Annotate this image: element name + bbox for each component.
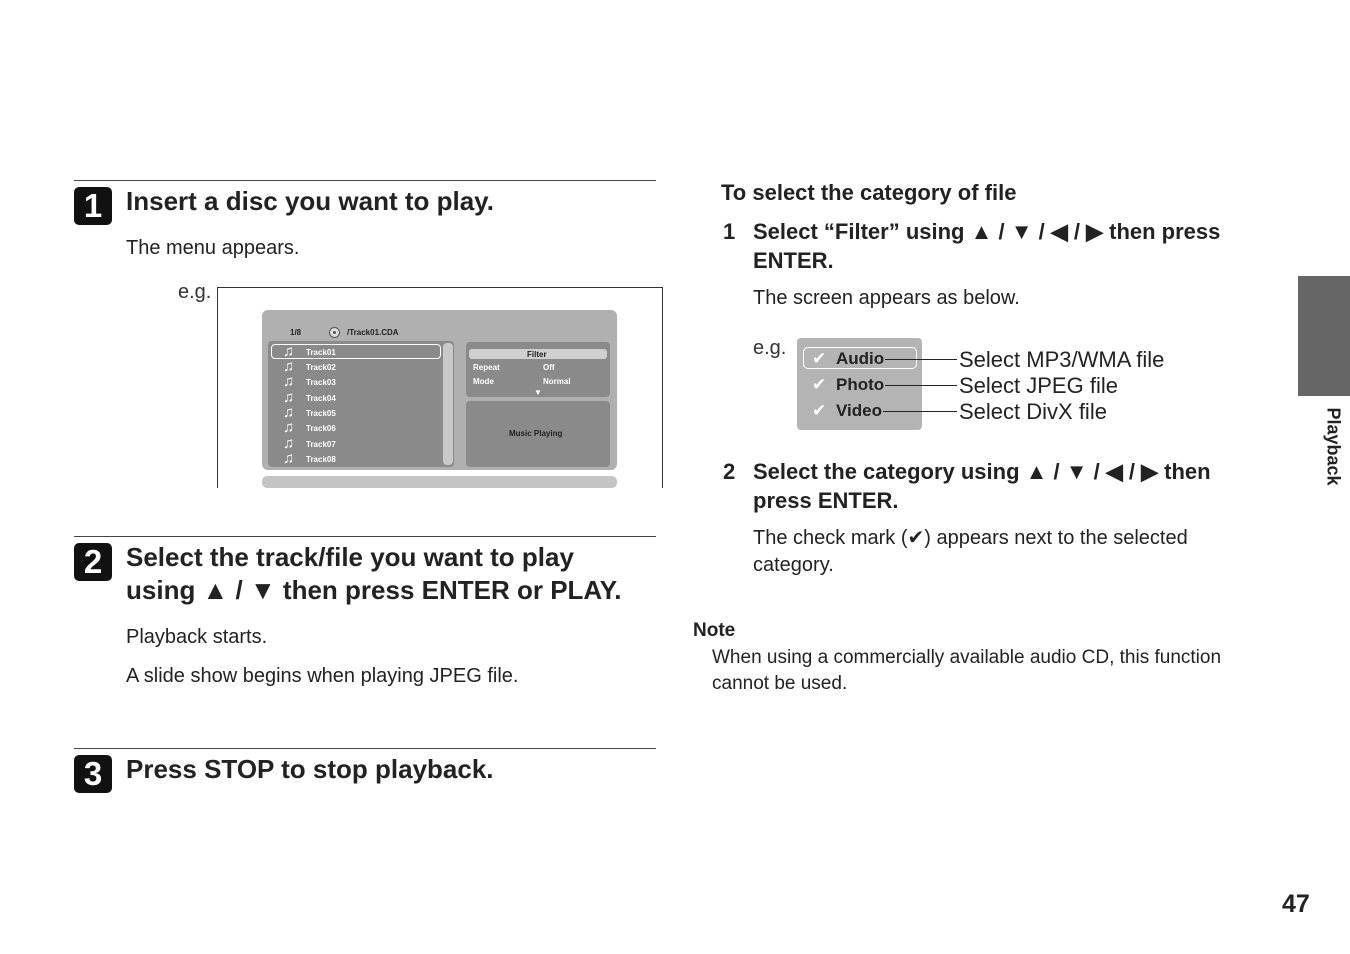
category-sub1-line2: ENTER. xyxy=(753,248,834,273)
filter-label: Filter xyxy=(527,350,547,359)
screen-bottom-bar xyxy=(262,476,617,488)
category-desc: Select JPEG file xyxy=(959,373,1118,398)
music-note-icon: ♫ xyxy=(283,358,295,375)
leader-line xyxy=(883,411,957,412)
step2-heading-line1: Select the track/file you want to play xyxy=(126,542,574,572)
music-note-icon: ♫ xyxy=(283,450,295,467)
mode-value: Normal xyxy=(543,377,571,386)
step3-rule xyxy=(74,748,656,749)
step1-rule xyxy=(74,180,656,181)
category-sub2-line1: Select the category using ▲ / ▼ / ◀ / ▶ then xyxy=(753,459,1211,484)
category-sub2-line2: press ENTER. xyxy=(753,488,899,513)
track-row[interactable] xyxy=(283,437,433,451)
leader-line xyxy=(885,385,957,386)
repeat-label: Repeat xyxy=(473,363,500,372)
track-row[interactable] xyxy=(283,375,433,389)
repeat-value: Off xyxy=(543,363,555,372)
leader-line xyxy=(885,359,957,360)
track-path: /Track01.CDA xyxy=(347,328,399,337)
step2-text2: A slide show begins when playing JPEG file. xyxy=(126,665,519,687)
category-sub1-line1: Select “Filter” using ▲ / ▼ / ◀ / ▶ then press xyxy=(753,219,1221,244)
category-desc: Select DivX file xyxy=(959,399,1107,424)
check-mark-icon: ✔ xyxy=(812,401,827,420)
category-item-audio[interactable]: Audio xyxy=(836,349,885,368)
track-name: Track07 xyxy=(306,440,336,449)
more-down-arrow-icon: ▼ xyxy=(534,388,542,397)
note-line2: cannot be used. xyxy=(712,673,848,694)
music-note-icon: ♫ xyxy=(283,419,295,436)
music-note-icon: ♫ xyxy=(283,343,295,360)
side-tab-label: Playback xyxy=(1323,407,1344,486)
track-row[interactable] xyxy=(283,360,433,374)
category-sub1-number: 1 xyxy=(723,219,736,244)
step2-rule xyxy=(74,536,656,537)
disc-icon xyxy=(329,327,340,338)
track-row[interactable] xyxy=(283,421,433,435)
step1-text: The menu appears. xyxy=(126,237,300,259)
category-sub1-text: The screen appears as below. xyxy=(753,287,1020,309)
music-note-icon: ♫ xyxy=(283,389,295,406)
note-line1: When using a commercially available audio CD, this function xyxy=(712,647,1222,668)
check-mark-icon: ✔ xyxy=(812,375,827,394)
step2-text1: Playback starts. xyxy=(126,626,268,648)
track-counter: 1/8 xyxy=(290,328,302,337)
track-name: Track02 xyxy=(306,363,336,372)
step1-eg: e.g. xyxy=(178,281,212,303)
playback-status: Music Playing xyxy=(509,429,563,438)
track-row[interactable] xyxy=(283,452,433,466)
mode-label: Mode xyxy=(473,377,494,386)
music-note-icon: ♫ xyxy=(283,435,295,452)
step2-number: 2 xyxy=(74,543,112,581)
check-mark-icon: ✔ xyxy=(812,349,827,368)
step2-heading-line2: using ▲ / ▼ then press ENTER or PLAY. xyxy=(126,575,622,605)
category-sub2-text-line2: category. xyxy=(753,554,834,576)
music-note-icon: ♫ xyxy=(283,404,295,421)
track-name: Track06 xyxy=(306,424,336,433)
music-note-icon: ♫ xyxy=(283,373,295,390)
side-tab xyxy=(1298,276,1350,396)
note-title: Note xyxy=(693,620,736,641)
category-eg: e.g. xyxy=(753,337,787,359)
category-item-video[interactable]: Video xyxy=(836,401,882,420)
step1-heading: Insert a disc you want to play. xyxy=(126,186,494,216)
track-list-scrollbar[interactable] xyxy=(443,343,453,465)
track-name: Track08 xyxy=(306,455,336,464)
step3-heading: Press STOP to stop playback. xyxy=(126,754,494,784)
category-desc: Select MP3/WMA file xyxy=(959,347,1165,372)
track-name: Track04 xyxy=(306,394,336,403)
track-name: Track03 xyxy=(306,378,336,387)
track-row[interactable] xyxy=(283,406,433,420)
category-item-photo[interactable]: Photo xyxy=(836,375,885,394)
step3-number: 3 xyxy=(74,755,112,793)
step1-number: 1 xyxy=(74,187,112,225)
track-row[interactable] xyxy=(283,391,433,405)
category-sub2-number: 2 xyxy=(723,459,736,484)
track-name: Track01 xyxy=(306,348,336,357)
category-title: To select the category of file xyxy=(721,180,1017,205)
page-number: 47 xyxy=(1282,890,1310,918)
track-row[interactable] xyxy=(283,345,433,359)
track-name: Track05 xyxy=(306,409,336,418)
category-sub2-text-line1: The check mark (✔) appears next to the selected xyxy=(753,527,1188,549)
